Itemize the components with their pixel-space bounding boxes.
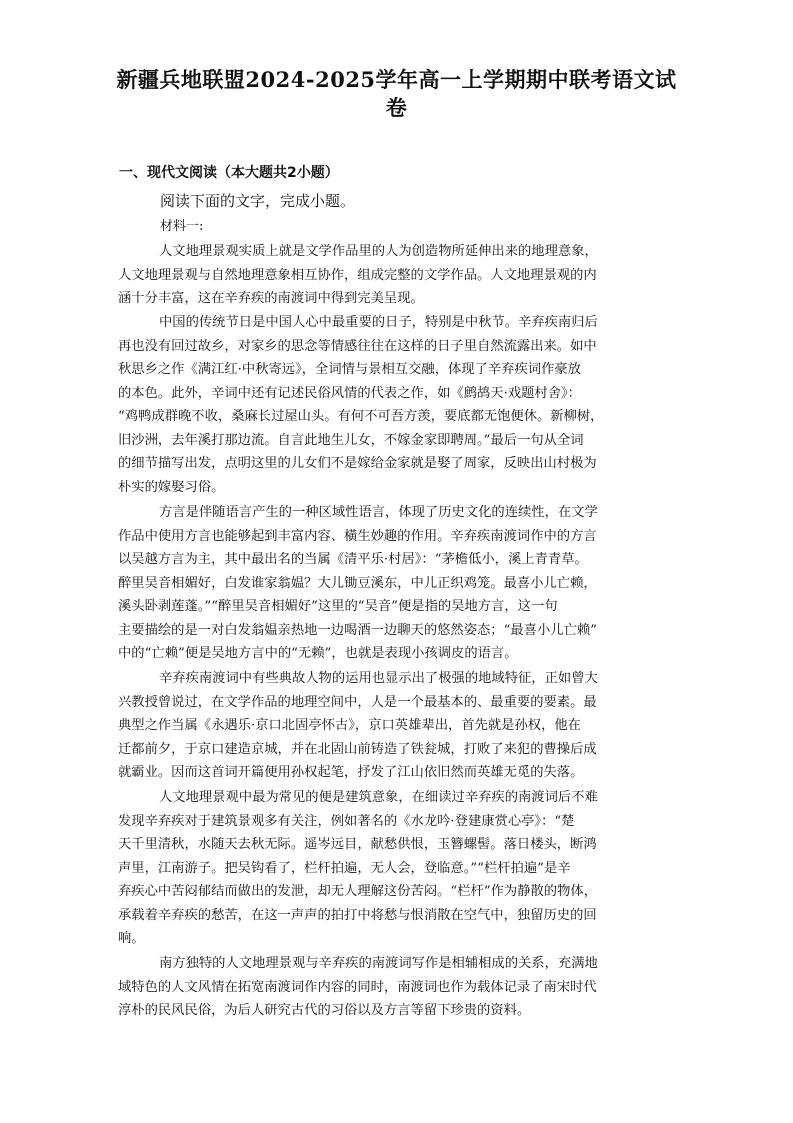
paragraph-line: 的本色。此外，辛词中还有记述民俗风情的代表之作，如《鹧鸪天·戏题村舍》： bbox=[118, 385, 581, 401]
paragraph-line: 域特色的人文风情在拓宽南渡词作内容的同时，南渡词也作为载体记录了南宋时代 bbox=[118, 979, 597, 995]
paragraph-line: 再也没有回过故乡，对家乡的思念等情感往往在这样的日子里自然流露出来。如中 bbox=[118, 338, 597, 354]
paragraph-5 bbox=[118, 786, 678, 951]
paragraph-line: 涵十分丰富，这在辛弃疾的南渡词中得到完美呈现。 bbox=[118, 291, 424, 307]
paragraph-line: 响。 bbox=[118, 931, 145, 947]
paragraph-line: 承载着辛弃疾的愁苦，在这一声声的拍打中将愁与恨消散在空气中，独留历史的回 bbox=[118, 907, 597, 923]
paragraph-line: 人文地理景观中最为常见的便是建筑意象，在细读过辛弃疾的南渡词后不难 bbox=[159, 790, 598, 805]
material-label: 材料一: bbox=[160, 219, 204, 234]
title-line-1: 新疆兵地联盟2024-2025学年高一上学期期中联考语文试 bbox=[116, 67, 677, 92]
paragraph-line: 中的“亡赖”便是吴地方言中的“无赖”，也就是表现小孩调皮的语言。 bbox=[118, 646, 518, 662]
paragraph-line: 中国的传统节日是中国人心中最重要的日子，特别是中秋节。辛弃疾南归后 bbox=[159, 315, 598, 330]
paragraph-line: “鸡鸭成群晚不收，桑麻长过屋山头。有何不可吾方羡，要底都无饱便休。新柳树， bbox=[118, 409, 604, 425]
paragraph-1 bbox=[118, 240, 678, 311]
paragraph-line: 典型之作当属《永遇乐·京口北固亭怀古》，京口英雄辈出，首先就是孙权，他在 bbox=[118, 718, 581, 734]
paragraph-line: 兴教授曾说过，在文学作品的地理空间中，人是一个最基本的、最重要的要素。最 bbox=[118, 694, 597, 710]
paragraph-line: 迁都前夕，于京口建造京城，并在北固山前铸造了铁瓮城，打败了来犯的曹操后成 bbox=[118, 741, 597, 757]
title-line-2: 卷 bbox=[385, 95, 408, 120]
paragraph-line: 朴实的嫁娶习俗。 bbox=[118, 479, 225, 495]
paragraph-3 bbox=[118, 501, 678, 666]
paragraph-line: 辛弃疾南渡词中有些典故人物的运用也显示出了极强的地域特征，正如曾大 bbox=[159, 671, 598, 686]
paragraph-line: 天千里清秋，水随天去秋无际。遥岑远目，献愁供恨，玉簪螺髻。落日楼头，断鸿 bbox=[118, 837, 597, 853]
paragraph-6 bbox=[118, 952, 678, 1023]
paragraph-4 bbox=[118, 667, 678, 785]
paragraph-2 bbox=[118, 311, 678, 499]
paragraph-line: 淳朴的民风民俗，为后人研究古代的习俗以及方言等留下珍贵的资料。 bbox=[118, 1003, 531, 1019]
paragraph-line: 声里，江南游子。把吴钩看了，栏杆拍遍，无人会，登临意。”“栏杆拍遍”是辛 bbox=[118, 860, 571, 876]
paragraph-line: 人文地理景观实质上就是文学作品里的人为创造物所延伸出来的地理意象， bbox=[159, 244, 598, 259]
paragraph-line: 溪头卧剥莲蓬。”“醉里吴音相媚好”这里的“吴音”便是指的吴地方言，这一句 bbox=[118, 599, 558, 615]
paragraph-line: 人文地理景观与自然地理意象相互协作，组成完整的文学作品。人文地理景观的内 bbox=[118, 267, 597, 283]
paragraph-line: 的细节描写出发，点明这里的儿女们不是嫁给金家就是娶了周家，反映出山村极为 bbox=[118, 456, 597, 472]
paragraph-line: 南方独特的人文地理景观与辛弃疾的南渡词写作是相辅相成的关系，充满地 bbox=[159, 956, 598, 971]
paragraph-line: 醉里吴音相媚好，白发谁家翁媪？大儿锄豆溪东，中儿正织鸡笼。最喜小儿亡赖， bbox=[118, 575, 597, 591]
document-title bbox=[60, 66, 733, 122]
paragraph-line: 秋思乡之作《满江红·中秋寄远》，全词情与景相互交融，体现了辛弃疾词作豪放 bbox=[118, 362, 581, 378]
paragraph-line: 作品中使用方言也能够起到丰富内容、橫生妙趣的作用。辛弃疾南渡词作中的方言 bbox=[118, 528, 597, 544]
paragraph-line: 方言是伴随语言产生的一种区域性语言，体现了历史文化的连续性，在文学 bbox=[159, 505, 598, 520]
paragraph-line: 主要描绘的是一对白发翁媪亲热地一边喝酒一边聊天的悠然姿态；“最喜小儿亡赖” bbox=[118, 622, 597, 638]
paragraph-line: 就霸业。因而这首词开篇便用孙权起笔，抒发了江山依旧然而英雄无觅的失落。 bbox=[118, 765, 584, 781]
paragraph-line: 发现辛弃疾对于建筑景观多有关注，例如著名的《水龙吟·登建康赏心亭》：“楚 bbox=[118, 813, 575, 829]
paragraph-line: 以吴越方言为主，其中最出名的当属《清平乐·村居》：“茅檐低小，溪上青青草。 bbox=[118, 552, 588, 568]
paragraph-line: 旧沙洲，去年溪打那边流。自言此地生儿女，不嫁金家即聘周。”最后一句从全词 bbox=[118, 432, 584, 448]
section-heading: 一、现代文阅读（本大题共2小题） bbox=[119, 165, 339, 181]
reading-instruction: 阅读下面的文字，完成小题。 bbox=[160, 192, 356, 210]
paragraph-line: 弃疾心中苦闷郁结而做出的发泄，却无人理解这份苦闷。“栏杆”作为静散的物体， bbox=[118, 884, 597, 900]
